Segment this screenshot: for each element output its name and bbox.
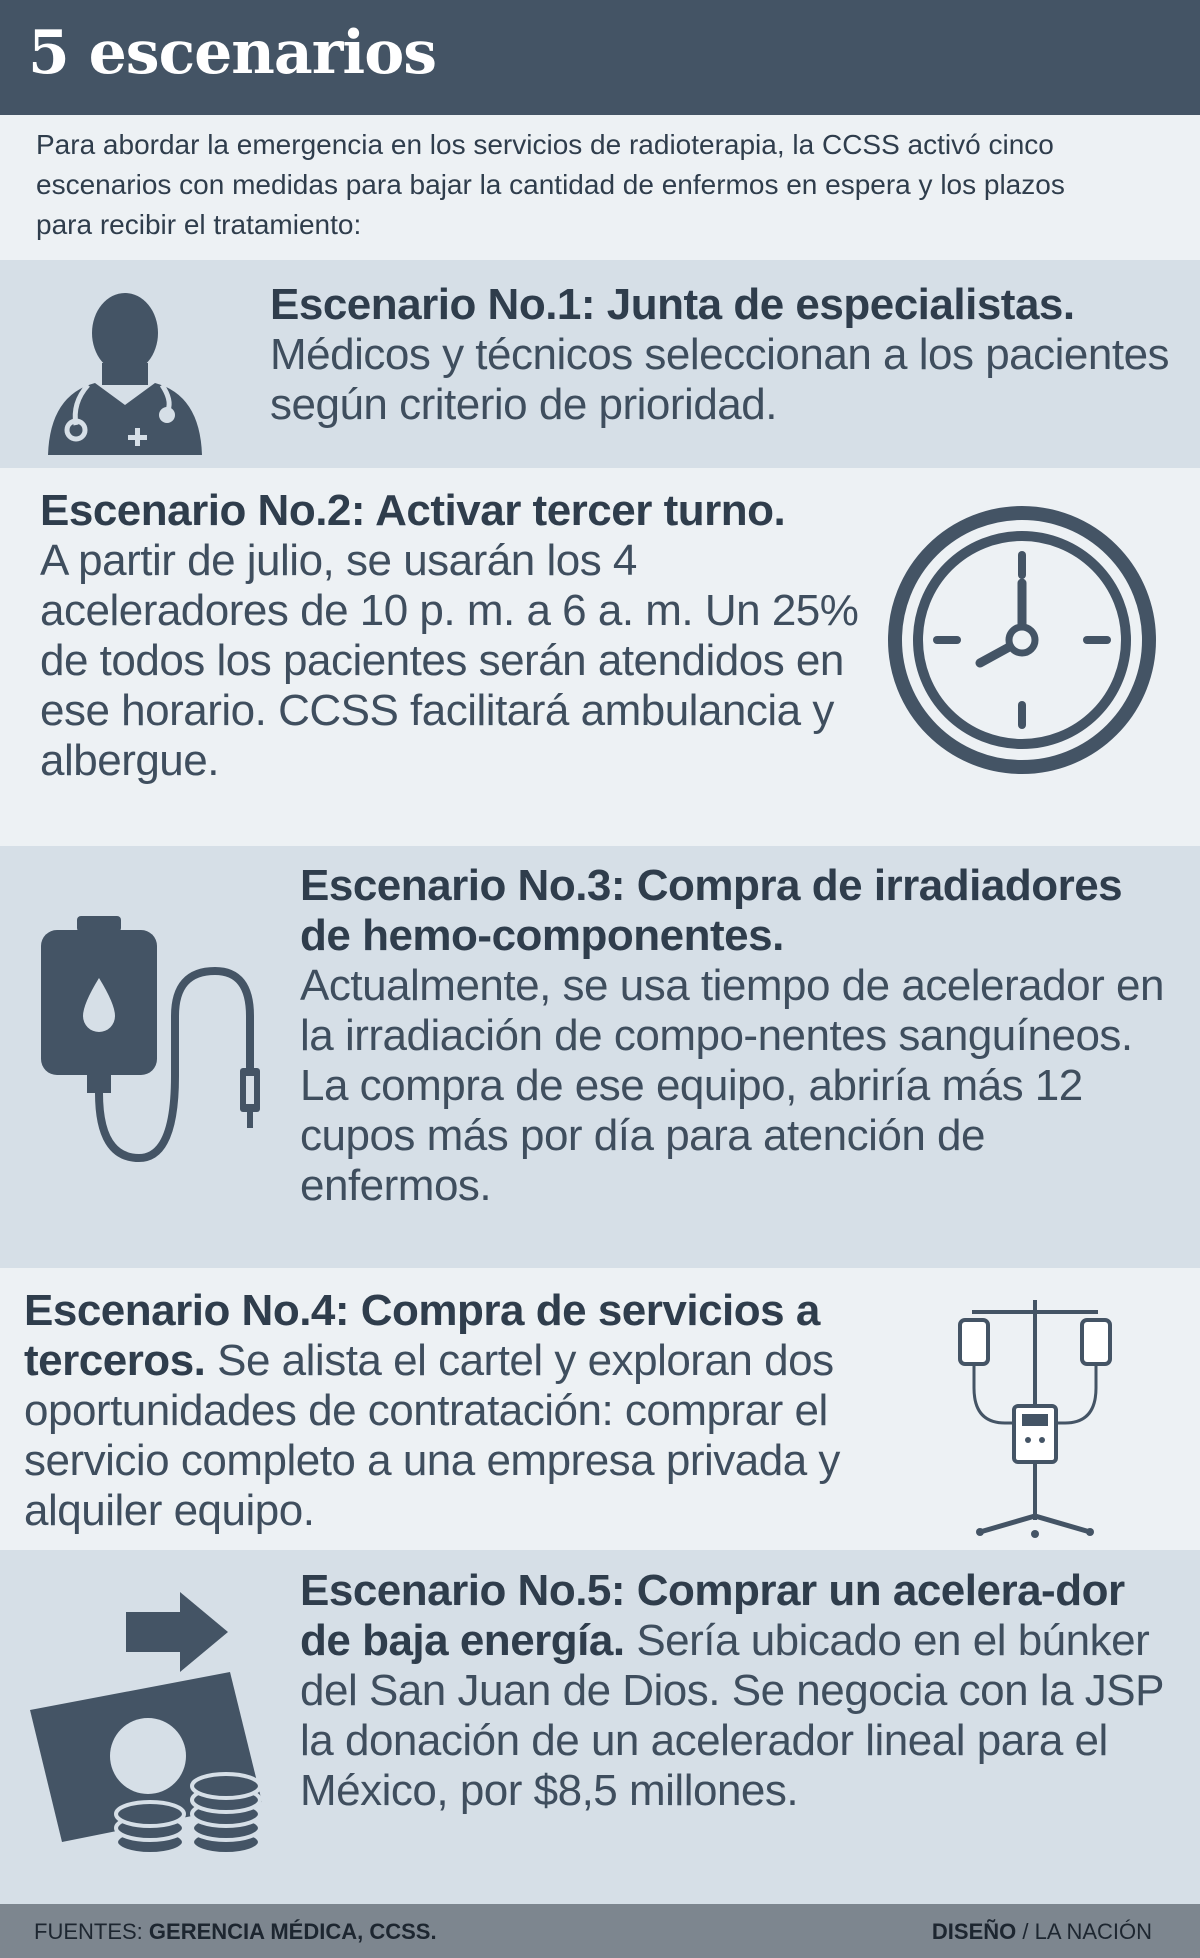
doctor-icon (40, 285, 210, 455)
footer-credit (932, 1919, 1152, 1945)
header (0, 0, 1200, 115)
scenario-5-text (300, 1566, 1180, 1816)
footer-sources (34, 1919, 437, 1945)
scenario-3-body: Actualmente, se usa tiempo de acelerador en la irradiación de compo-nentes sanguíneos. La compra de ese equipo, abriría más 12 cupos más por día para atención de enfermos. (300, 961, 1164, 1210)
sources-label: FUENTES: (34, 1919, 143, 1944)
design-value: / LA NACIÓN (1022, 1919, 1152, 1944)
design-label: DISEÑO (931, 1919, 1017, 1944)
scenario-2-body: A partir de julio, se usarán los 4 aceleradores de 10 p. m. a 6 a. m. Un 25% de todos los pacientes serán atendidos en ese horario. CCSS facilitará ambulancia y albergue. (40, 536, 859, 785)
scenario-5-title: Escenario No.5: Comprar un acelera-dor de baja energía. (300, 1566, 1125, 1665)
scenario-5 (0, 1550, 1200, 1904)
footer (0, 1904, 1200, 1958)
scenario-4-body: Se alista el cartel y exploran dos oportunidades de contratación: comprar el servicio completo a una empresa privada y alquiler equipo. (24, 1336, 840, 1535)
scenario-1 (0, 260, 1200, 468)
blood-bag-icon (35, 916, 280, 1196)
scenario-4 (0, 1268, 1200, 1550)
scenario-2-text (40, 486, 890, 786)
scenario-3-title: Escenario No.3: Compra de irradiadores de hemo-componentes. (300, 861, 1123, 960)
scenario-3-text (300, 861, 1180, 1211)
intro-section (0, 115, 1200, 260)
scenario-2-title: Escenario No.2: Activar tercer turno. (40, 486, 786, 535)
iv-stand-icon (950, 1298, 1120, 1538)
scenario-4-title: Escenario No.4: Compra de servicios a terceros. (24, 1286, 820, 1385)
scenario-1-body: Médicos y técnicos seleccionan a los pacientes según criterio de prioridad. (270, 330, 1170, 429)
page-title: 5 escenarios (28, 18, 436, 88)
money-icon (30, 1580, 290, 1880)
scenario-2 (0, 468, 1200, 846)
scenario-5-body: Sería ubicado en el búnker del San Juan de Dios. Se negocia con la JSP la donación de un acelerador lineal para el México, por $8,5 millones. (300, 1616, 1164, 1815)
scenario-1-text (270, 280, 1180, 430)
intro-text: Para abordar la emergencia en los servicios de radioterapia, la CCSS activó cinco escenarios con medidas para bajar la cantidad de enfermos en espera y los plazos para recibir el tratamiento: (36, 129, 1065, 240)
scenario-1-title: Escenario No.1: Junta de especialistas. (270, 280, 1075, 329)
sources-value: GERENCIA MÉDICA, CCSS. (148, 1919, 437, 1944)
clock-icon (885, 503, 1160, 778)
scenario-4-text (24, 1286, 904, 1536)
scenario-3 (0, 846, 1200, 1268)
